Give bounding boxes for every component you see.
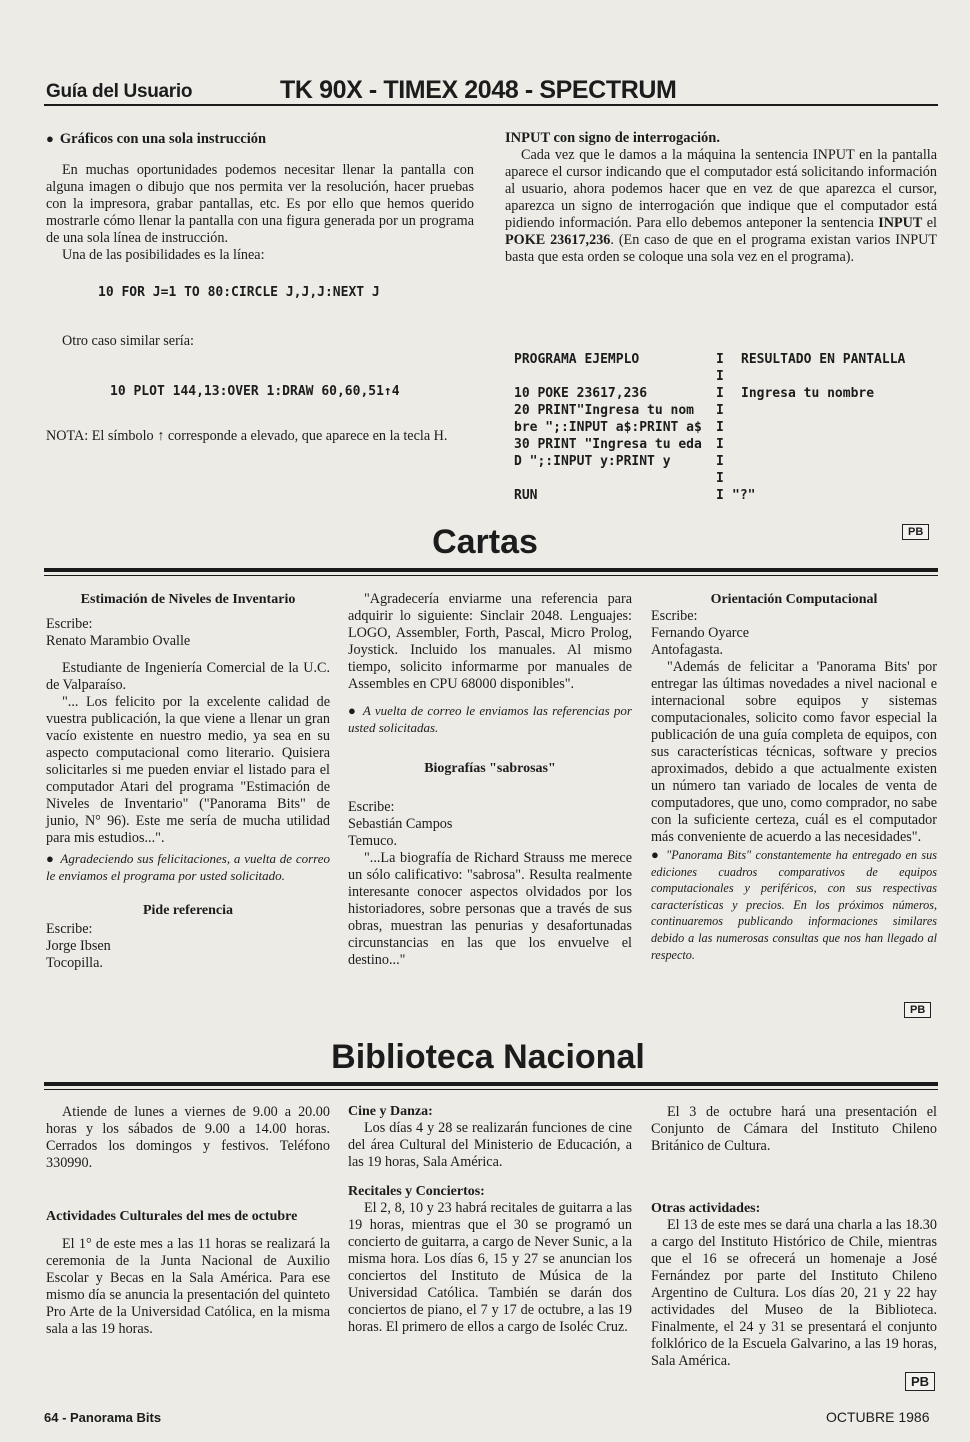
cartas-column-1 (46, 591, 330, 972)
letter-author: Sebastián Campos (348, 816, 453, 833)
input-title: INPUT con signo de interrogación. (505, 130, 720, 146)
cartas-rule-thin (44, 575, 938, 576)
result-last: "?" (732, 488, 756, 503)
editor-reply (46, 851, 330, 884)
letter-paragraph: Estudiante de Ingeniería Comercial de la U.C. de Valparaíso. (46, 660, 330, 693)
activities-title: Actividades Culturales del mes de octubre (46, 1209, 298, 1224)
graficos-title: Gráficos con una sola instrucción (59, 131, 267, 147)
biblioteca-column-2 (348, 1104, 632, 1336)
graficos-paragraph-2: Una de las posibilidades es la línea: (62, 247, 265, 263)
letter-author: Fernando Oyarce (651, 625, 750, 641)
bullet-icon: ● (46, 131, 54, 146)
letter-title: Pide referencia (142, 903, 234, 919)
biblioteca-heading: Biblioteca Nacional (331, 1038, 645, 1076)
program-line: 20 PRINT"Ingresa tu nom (514, 403, 695, 418)
bullet-icon: ● (651, 847, 661, 862)
otras-title: Otras actividades: (651, 1201, 761, 1216)
letter-paragraph: "Además de felicitar a 'Panorama Bits' por entregar las últimas novedades a nivel nacional e internacional sobre equipos y sistemas computacionales, solicito como favor especial la publicación de una guía completa de equipos, con sus características técnicas, software y precios aproximados, debido a que actualmente existen un número tan variado de locales de venta de computadores, que uno, como comprador, no sabe con la suficiente certeza, cuál es el computador más conveniente de acuerdo a las necesidades". (651, 659, 937, 845)
letter-city: Antofagasta. (651, 642, 724, 658)
biblioteca-column-1 (46, 1104, 330, 1338)
library-hours: Atiende de lunes a viernes de 9.00 a 20.00 horas y los sábados de 9.00 a 14.00 horas. Cerrados los domingos y festivos. Teléfono 330990. (46, 1104, 330, 1171)
pb-badge: PB (902, 524, 929, 540)
input-keyword-1: INPUT (878, 215, 923, 231)
recitales-title: Recitales y Conciertos: (348, 1184, 485, 1199)
letter-paragraph: "Agradecería enviarme una referencia para adquirir lo siguiente: Sinclair 2048. Lenguajes: LOGO, Assembler, Forth, Pascal, Micro Prolog, Joystick. Incluido los manuales. Al mismo tiempo, solicito informarme por manuales de Assembles en CPU 68000 disponibles". (348, 591, 632, 692)
letter-author: Jorge Ibsen (46, 938, 111, 955)
program-line: D ";:INPUT y:PRINT y (514, 454, 671, 469)
nota-text-a: NOTA: El símbolo (46, 428, 158, 444)
cine-title: Cine y Danza: (348, 1104, 433, 1119)
input-text-b: . (En caso de que en el programa existan varios INPUT basta que esta orden se coloque una sola vez en el programa). (505, 232, 937, 265)
code-line-2: 10 PLOT 144,13:OVER 1:DRAW 60,60,51↑4 (110, 384, 400, 399)
cartas-heading: Cartas (432, 523, 538, 561)
editor-reply-text: "Panorama Bits" constantemente ha entregado en sus ediciones cuadros comparativos de equipos computacionales y periféricos, con sus respectivas características y precios. En los próximos números, continuaremos publicando informaciones similares debido a las numerosas consultas que nos han llegado al respecto. (651, 848, 937, 962)
otras-paragraph: El 13 de este mes se dará una charla a las 18.30 a cargo del Instituto Histórico de Chile, mientras que el 16 se ofrecerá un homenaje a José Fernández por parte del Instituto Chileno Argentino de Cultura. Los días 20, 21 y 22 hay actividades del Museo de la Biblioteca. Finalmente, el 24 y 31 se presentará el conjunto folklórico de la Escuela Galvarino, a las 19 horas, Sala América. (651, 1217, 937, 1369)
letter-city: Temuco. (348, 833, 398, 850)
letter-author: Renato Marambio Ovalle (46, 633, 191, 649)
cartas-column-3 (651, 591, 937, 963)
biblioteca-column-3 (651, 1104, 937, 1370)
program-header: PROGRAMA EJEMPLO (514, 352, 640, 367)
editor-reply (651, 847, 937, 963)
graficos-section (46, 130, 474, 445)
pb-badge: PB (905, 1372, 935, 1391)
escribe-label: Escribe: (46, 616, 93, 632)
graficos-paragraph-3: Otro caso similar sería: (62, 333, 194, 349)
nota-text-b: corresponde a elevado, que aparece en la tecla H. (164, 428, 448, 444)
footer-date: OCTUBRE 1986 (826, 1409, 930, 1425)
code-line-1: 10 FOR J=1 TO 80:CIRCLE J,J,J:NEXT J (98, 285, 380, 300)
camara-paragraph: El 3 de octubre hará una presentación el Conjunto de Cámara del Instituto Chileno Británico de Cultura. (651, 1104, 937, 1154)
escribe-label: Escribe: (348, 799, 395, 816)
up-arrow-icon: ↑ (157, 428, 165, 444)
bullet-icon: ● (46, 851, 55, 866)
graficos-paragraph: En muchas oportunidades podemos necesitar llenar la pantalla con alguna imagen o dibujo que nos permita ver la resolución, hacer pruebas con la impresora, grabar pantallas, etc. Es por ello que hemos querido mostrarle cómo llenar la pantalla con una figura generada por un programa de una sola línea de instrucción. (46, 162, 474, 246)
escribe-label: Escribe: (46, 921, 93, 938)
cartas-column-2 (348, 591, 632, 969)
editor-reply (348, 703, 632, 736)
result-header: RESULTADO EN PANTALLA (741, 352, 906, 367)
input-text-mid: el (922, 215, 937, 231)
escribe-label: Escribe: (651, 608, 698, 624)
program-line: RUN (514, 488, 538, 503)
nota-paragraph (46, 428, 474, 445)
letter-title: Biografías "sabrosas" (424, 761, 556, 777)
running-header-title: TK 90X - TIMEX 2048 - SPECTRUM (280, 76, 677, 104)
letter-title: Orientación Computacional (710, 592, 878, 607)
result-line: Ingresa tu nombre (741, 386, 875, 401)
recitales-paragraph: El 2, 8, 10 y 23 habrá recitales de guitarra a las 19 horas, mientras que el 30 se programó un concierto de guitarra, a cargo de Never Sunic, a la misma hora. Los días 6, 15 y 27 se anuncian los conciertos del Instituto de Música de la Universidad Católica. También se darán dos conciertos de piano, el 7 y 17 de octubre, a las 19 horas. El primero de ellos a cargo de Isoléc Cruz. (348, 1200, 632, 1335)
activities-paragraph: El 1° de este mes a las 11 horas se realizará la ceremonia de la Junta Nacional de Auxilio Escolar y Becas en la Sala América. Para ese mismo día se anuncia la presentación del quinteto Pro Arte de la Universidad Católica, en la misma sala a las 19 horas. (46, 1236, 330, 1337)
header-rule (44, 104, 938, 106)
editor-reply-text: A vuelta de correo le enviamos las referencias por usted solicitadas. (348, 703, 632, 735)
cine-paragraph: Los días 4 y 28 se realizarán funciones de cine del área Cultural del Ministerio de Educación, a las 19 horas, Sala América. (348, 1120, 632, 1170)
letter-city: Tocopilla. (46, 955, 103, 972)
input-section (505, 130, 937, 266)
cartas-rule (44, 568, 938, 572)
program-line: 10 POKE 23617,236 (514, 386, 648, 401)
biblioteca-rule (44, 1082, 938, 1086)
letter-paragraph: "...La biografía de Richard Strauss me merece un sólo calificativo: "sabrosa". Resulta realmente interesante conocer aspectos olvidados por los historiadores, sobre personas que a través de sus obras, muestran las penurias y desafortunadas circunstancias en las que los envuelve el destino..." (348, 850, 632, 969)
input-text-a: Cada vez que le damos a la máquina la sentencia INPUT en la pantalla aparece el cursor indicando que el computador está solicitando información al usuario, ahora podemos hacer que en vez de que aparezca el cursor, aparezca un signo de interrogación que indique que el computador está pidiendo información. Para ello debemos anteponer la sentencia (505, 147, 937, 231)
program-line: bre ";:INPUT a$:PRINT a$ (514, 420, 702, 435)
input-paragraph (505, 147, 937, 266)
letter-paragraph: "... Los felicito por la excelente calidad de vuestra publicación, la que viene a llenar un gran vacío existente en nuestro medio, ya sea en su aspecto computacional como literario. Quisiera solicitarles si me pueden enviar el listado para el computador Atari del programa "Estimación de Niveles de Inventario" ("Panorama Bits" de junio, N° 96). Este me sería de mucha utilidad para mis estudios...". (46, 694, 330, 846)
biblioteca-rule-thin (44, 1089, 938, 1090)
input-keyword-2: POKE 23617,236 (505, 232, 611, 248)
footer-page-number: 64 - Panorama Bits (44, 1410, 162, 1425)
bullet-icon: ● (348, 703, 357, 718)
program-line: 30 PRINT "Ingresa tu eda (514, 437, 702, 452)
editor-reply-text: Agradeciendo sus felicitaciones, a vuelta de correo le enviamos el programa por usted solicitado. (46, 851, 330, 883)
pb-badge: PB (904, 1002, 931, 1018)
letter-title: Estimación de Niveles de Inventario (80, 592, 296, 607)
running-header-left: Guía del Usuario (46, 81, 193, 102)
program-listing: PROGRAMA EJEMPLO I RESULTADO EN PANTALLA I 10 POKE 23617,236 I Ingresa tu nombre 20 PRINT"Ingresa tu nom I bre ";:INPUT a$:PRINT a$ I 30 PRINT "Ingresa tu eda I D ";:INPUT y:PRINT y I I RUN I "?" (514, 352, 906, 503)
